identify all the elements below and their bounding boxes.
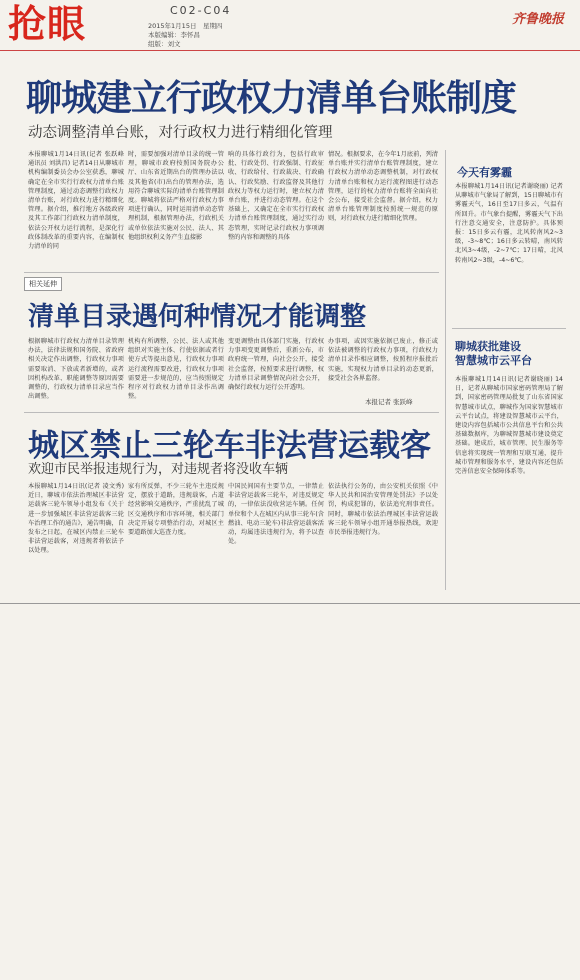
related-tag: 相关延伸 (24, 277, 62, 291)
third-subhead: 欢迎市民举报违规行为，对违规者将没收车辆 (28, 462, 289, 477)
lead-column-1: 本报聊城1月14日讯(记者 张跃峰 通讯员 刘洪昌) 记者14日从聊城市机构编制委员会办公室获悉，聊城确定在全市实行行政权力清单台账管理制度，通过动态调整行政权力清单台账，对行政权力进行精细化管理。据介绍，推行地方各级政府及其工作部门行政权力清单制度，依法公开权力运行流程，是深化行政体制改革的重要内容，在编制权力清单的同 (28, 151, 124, 251)
third-headline: 城区禁止三轮车非法营运载客 (28, 428, 431, 464)
page-code: C02-C04 (170, 4, 232, 17)
issue-editor: 本版编辑：李怀昌 (148, 31, 200, 39)
second-column-3: 变更调整由具体部门实施，行政权力事项变更调整后，重新公布，市政府统一管理，向社会公开，接受社会监督，按照要求进行调整，权力清单目录调整情况向社会公开，确保行政权力运行公开透明。 (228, 338, 324, 392)
second-byline: 本报记者 张跃峰 (365, 398, 413, 406)
issue-date: 2015年1月15日 星期四 (148, 22, 223, 30)
side2-title: 聊城获批建设 智慧城市云平台 (455, 340, 532, 367)
section-logo: 抢眼 (8, 1, 87, 46)
second-column-2: 机构有所调整，公民、法人或其他组织对实施主体、行使依据或者行使方式等提出意见，行政权力事项运行流程需要改进，行政权力事项需要进一步规范的，应当按照规定程序对行政权力清单目录作出调整。 (128, 338, 224, 401)
lead-column-4: 情况。根据要求，在今年1月底前，列清单台账并实行清单台账管理制度，建立行政权力清单动态调整机制，对行政权力清单台账和权力运行流程图进行动态管理，运行的权力清单台账将全面向社会公布，接受社会监督。据介绍，权力清单台账管理制度按照统一规范的原则，对行政权力进行精细化管理。 (328, 151, 438, 223)
second-headline: 清单目录遇何种情况才能调整 (28, 302, 367, 332)
column-divider (445, 150, 446, 590)
side1-title: 今天有雾霾 (457, 166, 512, 179)
third-column-3: 中国民间国有主要节点，一律禁止非法营运载客三轮车，对违反规定的，一律依法没收营运车辆。任何单位和个人在城区内从事三轮车(含燃油、电动三轮车)非法营运载客活动，均属违法违规行为，将予以查处。 (228, 483, 324, 546)
second-column-4: 办事项，或因实施依据已废止，修正或依法被调整的行政权力事项，行政权力清单目录作相应调整，按照程序报批后实施，实现权力清单目录的动态更新，接受社会各界监督。 (328, 338, 438, 382)
lead-headline: 聊城建立行政权力清单台账制度 (26, 77, 517, 119)
side2-body: 本报聊城1月14日讯(记者谢晓丽) 14日，记者从聊城市国家密码管理局了解到，国家密码管理局批复了山东省国家智慧城市试点，聊城作为国家智慧城市云平台试点，将建设智慧城市云平台，建设内容包括城市公共信息平台和公共基础数据库，为聊城智慧城市建设奠定基础。建成后，城市管理、民生服务等信息将实现统一管理和互联互通，提升城市管理和服务水平，建设内容还包括完善信息安全保障体系等。 (455, 376, 563, 476)
paper-logo: 齐鲁晚报 (511, 12, 564, 27)
third-column-1: 本报聊城1月14日讯(记者 凌文秀) 近日，聊城市依法治理城区非法营运载客三轮车领导小组发布《关于进一步加强城区非法营运载客三轮车治理工作的通告》，通告明确，自发布之日起，在城区内禁止三轮车非法营运载客，对违规者将依法予以处理。 (28, 483, 124, 555)
third-column-4: 依法执行公务的，由公安机关依照《中华人民共和国治安管理处罚法》予以处罚，构成犯罪的，依法追究刑事责任。同时，聊城市依法治理城区非法营运载客三轮车领导小组开通举报热线，欢迎市民举报违规行为。 (328, 483, 438, 537)
side1-body: 本报聊城1月14日讯(记者谢晓丽) 记者从聊城市气象局了解到，15日聊城市有雾霾天气，16日至17日多云，气温有所回升。市气象台提醒，雾霾天气下出行注意交通安全，注意防护。具体预报：15日多云有霾，北风转南风2~3级，-3~8℃；16日多云转晴，南风转北风3~4级，-2~7℃；17日晴，北风转南风2~3级，-4~6℃。 (455, 183, 563, 264)
page-bottom-rule (0, 603, 580, 604)
masthead (0, 0, 580, 51)
section-divider (24, 272, 439, 273)
sidebar-divider (452, 328, 566, 329)
issue-meta (148, 22, 222, 49)
lead-subhead: 动态调整清单台账，对行政权力进行精细化管理 (28, 125, 333, 141)
third-column-2: 家有所反弹，不少三轮车主违反规定，摆放于道路，违规载客，占道经营影响交通秩序，严重扰乱了城区交通秩序和市容环境，相关部门决定开展专项整治行动，对城区主要道路加大巡查力度。 (128, 483, 224, 537)
second-column-1: 根据聊城市行政权力清单目录管理办法，法律法规和国务院、省政府相关决定作出调整，行政权力事项需要取消、下放或者新增的，或者因机构改革、职能调整等原因需要调整的，行政权力清单目录应当作出调整。 (28, 338, 124, 401)
lead-column-2: 时，需要加强对清单目录的统一管理，聊城市政府按照国务院办公厅、山东省近期出台的管理办法以及其他省(市)出台的管理办法，选用符合聊城实际的清单台账管理制度。聊城将依法严格对行政权力事项进行确认，同时运用清单动态管理机制，根据管理办法，行政机关或单位依法实施对公民、法人、其他组织权利义务产生直接影 (128, 151, 224, 241)
issue-proof: 组版：刘文 (148, 40, 181, 48)
lead-column-3: 响的具体行政行为，包括行政审批、行政处罚、行政强制、行政征收、行政给付、行政裁决、行政确认、行政奖励、行政监督及其他行政权力等权力运行时，建立权力清单台账，并进行动态管理。在这个基础上，又确定在全市实行行政权力清单台账管理制度，通过实行动态管理，实时记录行政权力事项调整的内容和调整的具体 (228, 151, 324, 241)
section-divider (24, 412, 439, 413)
